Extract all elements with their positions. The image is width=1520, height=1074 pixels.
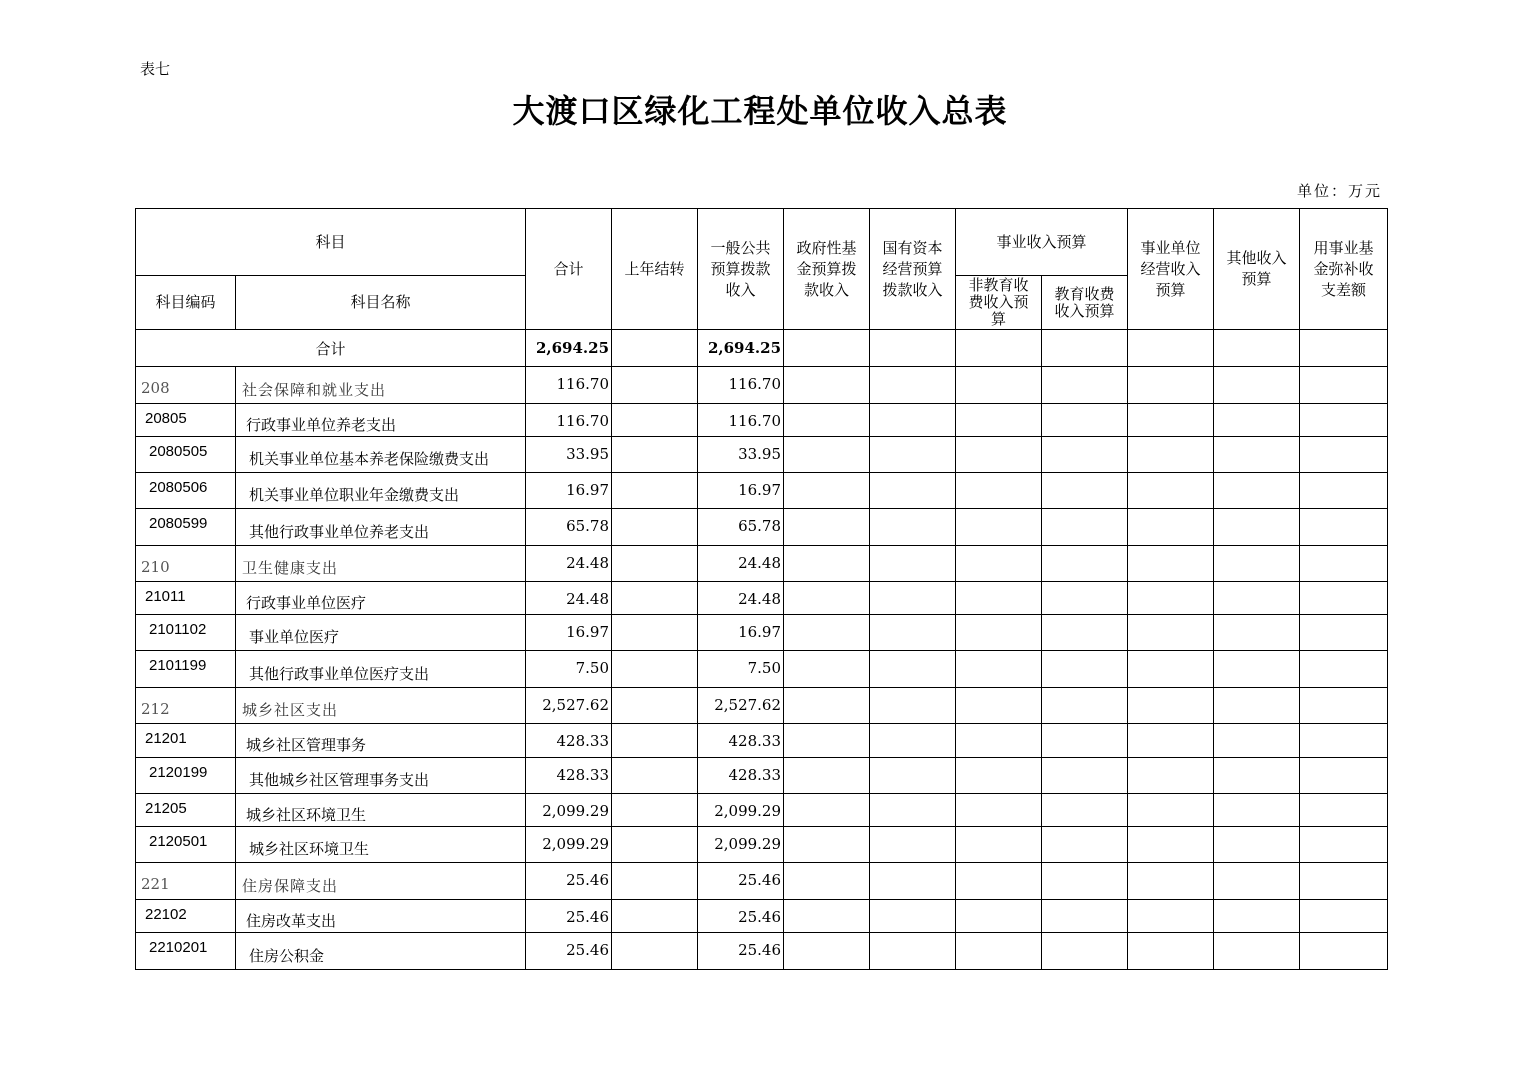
subject-name: 其他行政事业单位养老支出 [236, 509, 526, 546]
empty-cell [870, 933, 956, 970]
unit-label: 单位：万元 [1296, 182, 1382, 200]
empty-cell [870, 473, 956, 509]
empty-cell [870, 758, 956, 794]
row-carryover [612, 863, 698, 900]
row-general-budget: 2,099.29 [698, 794, 784, 827]
empty-cell [1042, 758, 1128, 794]
empty-cell [1214, 615, 1300, 651]
header-fund-offset: 用事业基金弥补收支差额 [1300, 209, 1388, 330]
empty-cell [1300, 404, 1388, 437]
empty-cell [1214, 509, 1300, 546]
total-amount: 2,694.25 [526, 330, 612, 367]
table-row [136, 509, 1388, 546]
subject-code: 2080505 [136, 437, 236, 473]
page-title: 大渡口区绿化工程处单位收入总表 [512, 92, 1008, 130]
subject-name: 社会保障和就业支出 [236, 367, 526, 404]
row-general-budget: 24.48 [698, 546, 784, 582]
row-total: 428.33 [526, 758, 612, 794]
total-general-budget: 2,694.25 [698, 330, 784, 367]
row-total: 24.48 [526, 582, 612, 615]
empty-cell [956, 758, 1042, 794]
row-carryover [612, 900, 698, 933]
empty-cell [1042, 651, 1128, 688]
empty-cell [1214, 582, 1300, 615]
row-carryover [612, 827, 698, 863]
subject-name: 事业单位医疗 [236, 615, 526, 651]
empty-cell [870, 794, 956, 827]
row-general-budget: 116.70 [698, 367, 784, 404]
empty-cell [870, 688, 956, 724]
empty-cell [1128, 688, 1214, 724]
table-row [136, 546, 1388, 582]
empty-cell [870, 437, 956, 473]
header-subject-name: 科目名称 [236, 276, 526, 330]
row-general-budget: 16.97 [698, 473, 784, 509]
empty-cell [956, 688, 1042, 724]
empty-cell [1214, 473, 1300, 509]
row-general-budget: 2,527.62 [698, 688, 784, 724]
subject-code: 2210201 [136, 933, 236, 970]
empty-cell [1300, 509, 1388, 546]
row-carryover [612, 724, 698, 758]
empty-cell [1214, 404, 1300, 437]
empty-cell [1300, 933, 1388, 970]
empty-cell [956, 546, 1042, 582]
row-total: 16.97 [526, 615, 612, 651]
empty-cell [784, 933, 870, 970]
empty-cell [1300, 473, 1388, 509]
row-total: 24.48 [526, 546, 612, 582]
header-row-1 [136, 209, 1388, 276]
empty-cell [784, 758, 870, 794]
row-total: 116.70 [526, 404, 612, 437]
table-row [136, 933, 1388, 970]
subject-code: 212 [136, 688, 236, 724]
empty-cell [1128, 758, 1214, 794]
empty-cell [784, 367, 870, 404]
empty-cell [870, 404, 956, 437]
header-subject-code: 科目编码 [136, 276, 236, 330]
empty-cell [1128, 615, 1214, 651]
empty-cell [784, 794, 870, 827]
subject-code: 21011 [136, 582, 236, 615]
empty-cell [1042, 794, 1128, 827]
empty-cell [956, 651, 1042, 688]
empty-cell [1300, 758, 1388, 794]
table-row [136, 863, 1388, 900]
empty-cell [956, 509, 1042, 546]
row-general-budget: 428.33 [698, 724, 784, 758]
header-carryover: 上年结转 [612, 209, 698, 330]
header-business-income: 事业收入预算 [956, 209, 1128, 276]
row-total: 25.46 [526, 863, 612, 900]
header-subject: 科目 [136, 209, 526, 276]
empty-cell [956, 724, 1042, 758]
empty-cell [1042, 437, 1128, 473]
empty-cell [784, 473, 870, 509]
empty-cell [1128, 546, 1214, 582]
income-summary-table [135, 208, 1388, 970]
empty-cell [1042, 900, 1128, 933]
empty-cell [784, 863, 870, 900]
table-row [136, 794, 1388, 827]
subject-code: 210 [136, 546, 236, 582]
empty-cell [1300, 900, 1388, 933]
row-general-budget: 25.46 [698, 933, 784, 970]
subject-name: 城乡社区支出 [236, 688, 526, 724]
empty-cell [1214, 758, 1300, 794]
empty-cell [1042, 546, 1128, 582]
empty-cell [1042, 473, 1128, 509]
row-general-budget: 24.48 [698, 582, 784, 615]
row-general-budget: 116.70 [698, 404, 784, 437]
empty-cell [956, 473, 1042, 509]
empty-cell [870, 651, 956, 688]
empty-cell [1128, 473, 1214, 509]
empty-cell [1128, 794, 1214, 827]
table-row [136, 651, 1388, 688]
row-general-budget: 7.50 [698, 651, 784, 688]
empty-cell [1214, 827, 1300, 863]
empty-cell [956, 437, 1042, 473]
empty-cell [784, 688, 870, 724]
subject-code: 221 [136, 863, 236, 900]
row-carryover [612, 758, 698, 794]
subject-code: 2101199 [136, 651, 236, 688]
empty-cell [784, 509, 870, 546]
header-non-edu-fee: 非教育收费收入预算 [956, 276, 1042, 330]
empty-cell [1042, 509, 1128, 546]
empty-cell [1300, 437, 1388, 473]
row-carryover [612, 509, 698, 546]
subject-name: 城乡社区环境卫生 [236, 794, 526, 827]
subject-name: 机关事业单位基本养老保险缴费支出 [236, 437, 526, 473]
empty-cell [1128, 724, 1214, 758]
empty-cell [956, 582, 1042, 615]
header-other-income: 其他收入预算 [1214, 209, 1300, 330]
subject-code: 22102 [136, 900, 236, 933]
empty-cell [1214, 900, 1300, 933]
empty-cell [1300, 827, 1388, 863]
empty-cell [1128, 582, 1214, 615]
table-row [136, 473, 1388, 509]
empty-cell [870, 367, 956, 404]
empty-cell [1214, 546, 1300, 582]
row-total: 25.46 [526, 933, 612, 970]
subject-code: 2101102 [136, 615, 236, 651]
subject-name: 机关事业单位职业年金缴费支出 [236, 473, 526, 509]
total-row [136, 330, 1388, 367]
total-label: 合计 [136, 330, 526, 367]
empty-cell [1042, 367, 1128, 404]
row-general-budget: 2,099.29 [698, 827, 784, 863]
row-carryover [612, 437, 698, 473]
row-general-budget: 428.33 [698, 758, 784, 794]
empty-cell [784, 651, 870, 688]
empty-cell [1042, 933, 1128, 970]
subject-name: 行政事业单位养老支出 [236, 404, 526, 437]
row-general-budget: 65.78 [698, 509, 784, 546]
row-general-budget: 25.46 [698, 900, 784, 933]
empty-cell [784, 437, 870, 473]
empty-cell [870, 509, 956, 546]
empty-cell [870, 582, 956, 615]
row-total: 16.97 [526, 473, 612, 509]
empty-cell [1214, 437, 1300, 473]
row-carryover [612, 367, 698, 404]
header-total: 合计 [526, 209, 612, 330]
empty-cell [870, 724, 956, 758]
subject-name: 行政事业单位医疗 [236, 582, 526, 615]
empty-cell [956, 615, 1042, 651]
subject-name: 卫生健康支出 [236, 546, 526, 582]
empty-cell [1300, 794, 1388, 827]
subject-code: 2080506 [136, 473, 236, 509]
subject-code: 2120501 [136, 827, 236, 863]
row-total: 2,099.29 [526, 827, 612, 863]
row-carryover [612, 651, 698, 688]
row-general-budget: 33.95 [698, 437, 784, 473]
header-unit-operating: 事业单位经营收入预算 [1128, 209, 1214, 330]
empty-cell [1128, 509, 1214, 546]
row-total: 2,099.29 [526, 794, 612, 827]
table-row [136, 404, 1388, 437]
total-carryover [612, 330, 698, 367]
row-total: 33.95 [526, 437, 612, 473]
empty-cell [784, 900, 870, 933]
row-carryover [612, 794, 698, 827]
row-carryover [612, 615, 698, 651]
row-total: 7.50 [526, 651, 612, 688]
empty-cell [784, 827, 870, 863]
empty-cell [1042, 615, 1128, 651]
empty-cell [956, 900, 1042, 933]
empty-cell [1214, 724, 1300, 758]
empty-cell [1042, 724, 1128, 758]
empty-cell [1128, 651, 1214, 688]
row-carryover [612, 404, 698, 437]
row-carryover [612, 933, 698, 970]
empty-cell [870, 827, 956, 863]
empty-cell [784, 582, 870, 615]
empty-cell [956, 794, 1042, 827]
table-row [136, 437, 1388, 473]
subject-name: 其他行政事业单位医疗支出 [236, 651, 526, 688]
empty-cell [1042, 863, 1128, 900]
subject-code: 21201 [136, 724, 236, 758]
empty-cell [870, 863, 956, 900]
subject-name: 住房保障支出 [236, 863, 526, 900]
empty-cell [1128, 437, 1214, 473]
row-carryover [612, 688, 698, 724]
empty-cell [784, 724, 870, 758]
subject-code: 2080599 [136, 509, 236, 546]
empty-cell [1300, 651, 1388, 688]
subject-code: 208 [136, 367, 236, 404]
empty-cell [1214, 367, 1300, 404]
empty-cell [1128, 827, 1214, 863]
empty-cell [1214, 651, 1300, 688]
empty-cell [956, 933, 1042, 970]
header-edu-fee: 教育收费收入预算 [1042, 276, 1128, 330]
empty-cell [1128, 900, 1214, 933]
empty-cell [1128, 933, 1214, 970]
empty-cell [1214, 933, 1300, 970]
header-gov-fund: 政府性基金预算拨款收入 [784, 209, 870, 330]
empty-cell [1214, 688, 1300, 724]
empty-cell [956, 863, 1042, 900]
table-row [136, 688, 1388, 724]
subject-name: 住房改革支出 [236, 900, 526, 933]
table-row [136, 724, 1388, 758]
table-row [136, 900, 1388, 933]
empty-cell [1300, 546, 1388, 582]
subject-name: 其他城乡社区管理事务支出 [236, 758, 526, 794]
empty-cell [870, 546, 956, 582]
table-row [136, 615, 1388, 651]
row-carryover [612, 582, 698, 615]
row-carryover [612, 546, 698, 582]
row-general-budget: 16.97 [698, 615, 784, 651]
empty-cell [1042, 827, 1128, 863]
subject-code: 21205 [136, 794, 236, 827]
table-row [136, 827, 1388, 863]
empty-cell [1300, 863, 1388, 900]
table-row [136, 367, 1388, 404]
row-total: 428.33 [526, 724, 612, 758]
empty-cell [1300, 367, 1388, 404]
empty-cell [1042, 582, 1128, 615]
empty-cell [1042, 404, 1128, 437]
row-total: 25.46 [526, 900, 612, 933]
table-row [136, 582, 1388, 615]
empty-cell [1214, 794, 1300, 827]
empty-cell [1214, 863, 1300, 900]
table-number: 表七 [140, 60, 171, 78]
header-state-capital: 国有资本经营预算拨款收入 [870, 209, 956, 330]
subject-name: 城乡社区管理事务 [236, 724, 526, 758]
subject-name: 住房公积金 [236, 933, 526, 970]
empty-cell [1128, 404, 1214, 437]
row-total: 2,527.62 [526, 688, 612, 724]
empty-cell [956, 827, 1042, 863]
empty-cell [870, 615, 956, 651]
empty-cell [1300, 582, 1388, 615]
empty-cell [1128, 863, 1214, 900]
table-row [136, 758, 1388, 794]
empty-cell [1300, 724, 1388, 758]
row-total: 116.70 [526, 367, 612, 404]
empty-cell [1128, 367, 1214, 404]
empty-cell [784, 615, 870, 651]
subject-code: 20805 [136, 404, 236, 437]
empty-cell [784, 404, 870, 437]
row-general-budget: 25.46 [698, 863, 784, 900]
empty-cell [1300, 688, 1388, 724]
empty-cell [956, 367, 1042, 404]
header-general-budget: 一般公共预算拨款收入 [698, 209, 784, 330]
empty-cell [870, 900, 956, 933]
subject-name: 城乡社区环境卫生 [236, 827, 526, 863]
empty-cell [956, 404, 1042, 437]
empty-cell [784, 546, 870, 582]
empty-cell [1300, 615, 1388, 651]
row-total: 65.78 [526, 509, 612, 546]
subject-code: 2120199 [136, 758, 236, 794]
empty-cell [1042, 688, 1128, 724]
row-carryover [612, 473, 698, 509]
